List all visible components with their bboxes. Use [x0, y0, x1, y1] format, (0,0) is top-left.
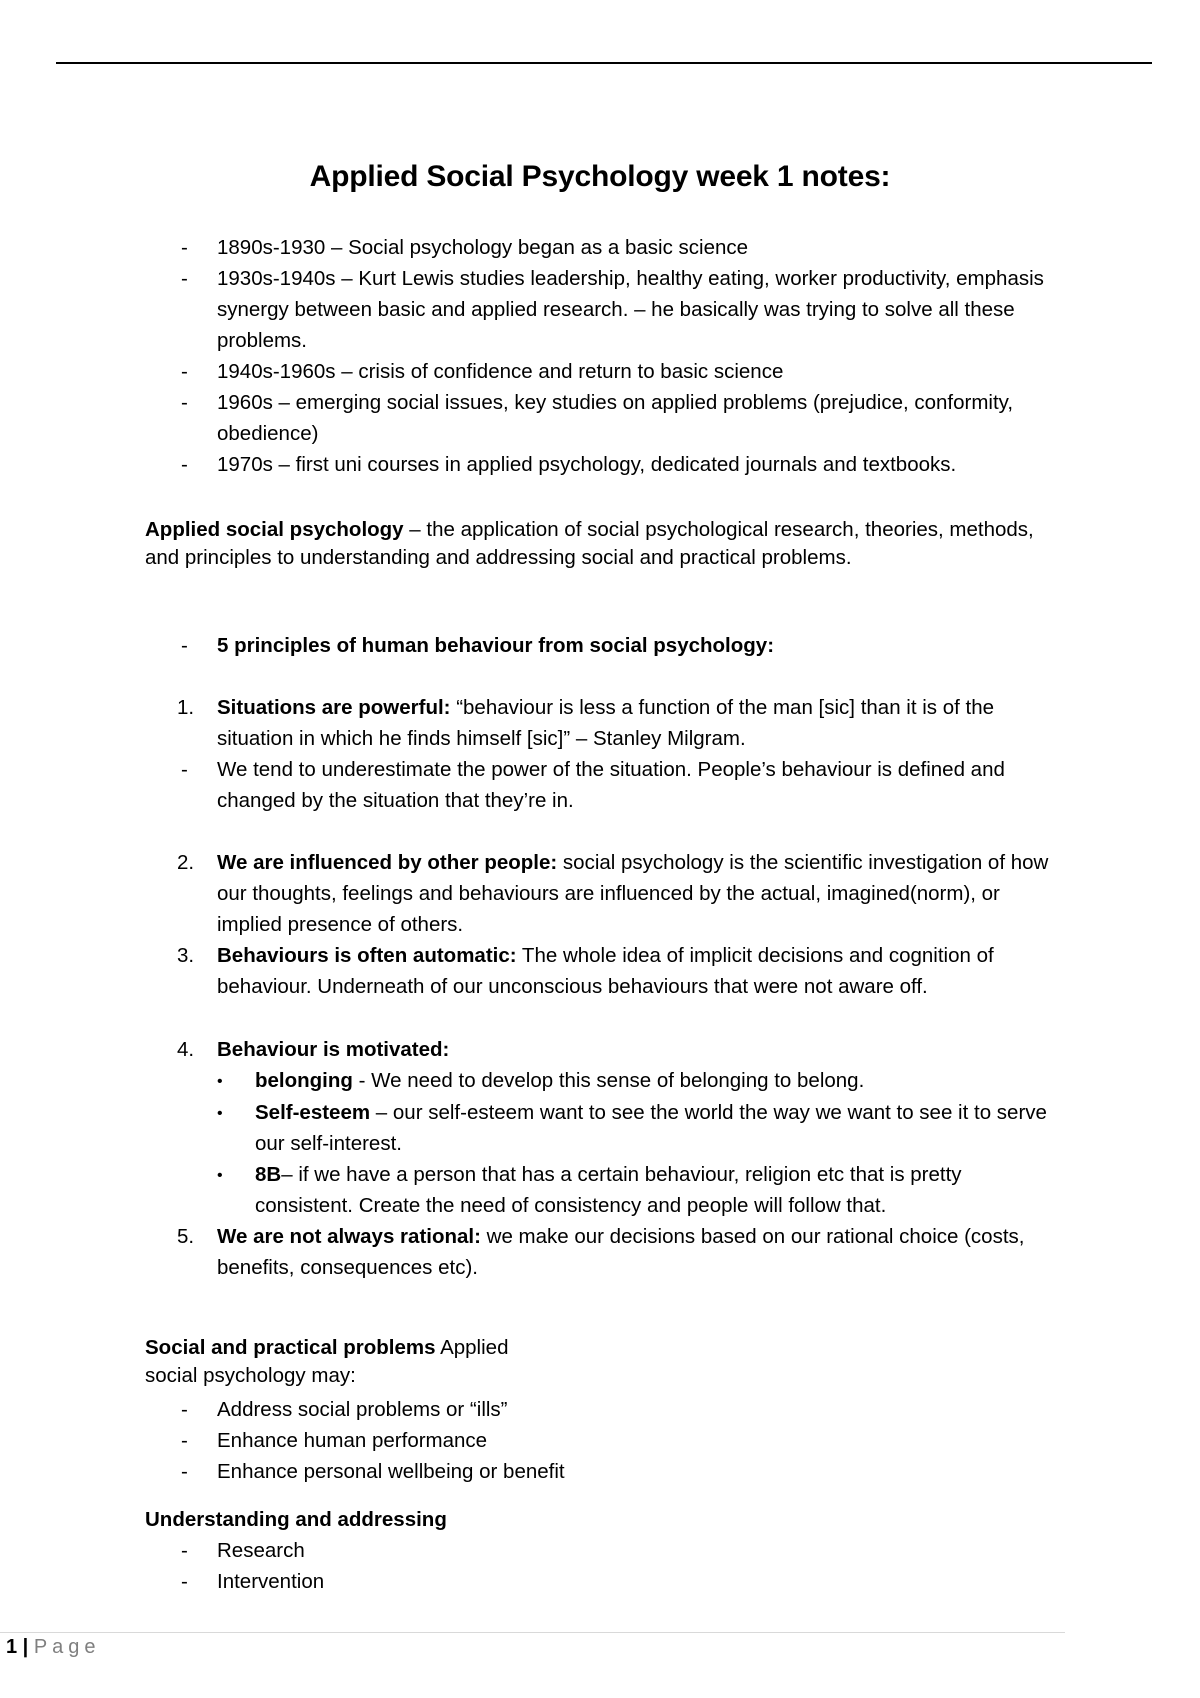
principle-note: We tend to underestimate the power of the situation. People’s behaviour is defined and changed by the situation that they’re in.	[217, 758, 1005, 812]
definition-text: – the application of social psychological research, theories, methods, and principles to understanding and addressing social and practical problems.	[145, 518, 1034, 569]
list-item-text: Address social problems or “ills”	[217, 1398, 508, 1421]
sub-bullet-text: – our self-esteem want to see the world the way we want to see it to serve our self-interest.	[255, 1101, 1047, 1155]
list-item	[145, 356, 1065, 387]
sub-bullet	[217, 1097, 1065, 1159]
bullet-marker: •	[217, 1167, 223, 1184]
social-problems-heading	[145, 1334, 1065, 1362]
timeline-list	[145, 232, 1065, 480]
list-number: 2.	[177, 851, 195, 874]
page-number: 1	[6, 1636, 18, 1658]
list-item-text: Intervention	[217, 1570, 325, 1593]
list-item	[145, 1535, 1065, 1566]
principle-title: Behaviour is motivated:	[217, 1038, 450, 1061]
list-item	[145, 1425, 1065, 1456]
sub-bullet-title: belonging	[255, 1069, 353, 1092]
list-item	[145, 449, 1065, 480]
list-number: 5.	[177, 1225, 195, 1248]
footer-rule	[0, 1632, 1065, 1633]
header-rule	[56, 62, 1152, 64]
list-number: 4.	[177, 1038, 195, 1061]
page-footer	[6, 1636, 101, 1659]
definition-term: Applied social psychology	[145, 518, 404, 541]
dash-marker: -	[181, 1460, 188, 1483]
section-heading: Understanding and addressing	[145, 1508, 447, 1531]
principle-title: We are influenced by other people:	[217, 851, 558, 874]
dash-marker: -	[181, 236, 188, 259]
dash-marker: -	[181, 1539, 188, 1562]
principle-text: “behaviour is less a function of the man [sic] than it is of the situation in which he finds himself [sic]” – Stanley Milgram.	[217, 696, 995, 750]
footer-separator: |	[17, 1636, 34, 1658]
dash-marker: -	[181, 391, 188, 414]
principle-title: Behaviours is often automatic:	[217, 944, 517, 967]
principle-text: The whole idea of implicit decisions and cognition of behaviour. Underneath of our unconscious behaviours that were not aware off.	[217, 944, 994, 998]
list-number: 3.	[177, 944, 195, 967]
understanding-section	[145, 1504, 1065, 1597]
bullet-marker: •	[217, 1105, 223, 1122]
social-problems-list	[145, 1394, 1065, 1487]
definition-paragraph	[145, 516, 1065, 572]
dash-marker: -	[181, 634, 188, 657]
dash-marker: -	[181, 1570, 188, 1593]
bullet-marker: •	[217, 1073, 223, 1090]
list-item	[145, 232, 1065, 263]
section-intro: social psychology may:	[145, 1364, 356, 1387]
principle-title: Situations are powerful:	[217, 696, 451, 719]
list-item-text: 1930s-1940s – Kurt Lewis studies leadership, healthy eating, worker productivity, emphasis synergy between basic and applied research. – he basically was trying to solve all these problems.	[217, 267, 1044, 352]
list-item-text: 1890s-1930 – Social psychology began as a basic science	[217, 236, 749, 259]
sub-bullet-text: - We need to develop this sense of belonging to belong.	[352, 1069, 865, 1092]
dash-marker: -	[181, 267, 188, 290]
list-item	[145, 1566, 1065, 1597]
sub-bullet-text: – if we have a person that has a certain behaviour, religion etc that is pretty consistent. Create the need of consistency and people will follow that.	[255, 1163, 962, 1217]
principle-4-5	[145, 1034, 1065, 1283]
dash-marker: -	[181, 360, 188, 383]
principle-title: We are not always rational:	[217, 1225, 481, 1248]
heading-rest: Applied	[435, 1336, 509, 1359]
sub-bullet	[217, 1065, 1065, 1097]
list-item	[145, 387, 1065, 449]
list-number: 1.	[177, 696, 195, 719]
list-item-text: 1960s – emerging social issues, key studies on applied problems (prejudice, conformity, obedience)	[217, 391, 1014, 445]
list-item-text: Research	[217, 1539, 305, 1562]
page-title: Applied Social Psychology week 1 notes:	[309, 160, 891, 193]
section-heading: Social and practical problems	[145, 1336, 436, 1359]
principle-text: social psychology is the scientific investigation of how our thoughts, feelings and behaviours are influenced by the actual, imagined(norm), or implied presence of others.	[217, 851, 1049, 936]
sub-bullet-title: 8B	[255, 1163, 282, 1186]
sub-bullet	[217, 1159, 1065, 1221]
page-label: Page	[33, 1636, 101, 1658]
list-item-text: 1940s-1960s – crisis of confidence and return to basic science	[217, 360, 784, 383]
list-item	[145, 1394, 1065, 1425]
principle-1	[145, 692, 1065, 816]
principle-3	[145, 940, 1065, 1002]
principle-5	[145, 1221, 1065, 1283]
list-item	[145, 263, 1065, 356]
principle-2-3	[145, 847, 1065, 1002]
dash-marker: -	[181, 1398, 188, 1421]
principle-text: we make our decisions based on our rational choice (costs, benefits, consequences etc).	[217, 1225, 1025, 1279]
list-item-text: 1970s – first uni courses in applied psychology, dedicated journals and textbooks.	[217, 453, 957, 476]
principle-2	[145, 847, 1065, 940]
dash-marker: -	[181, 1429, 188, 1452]
sub-bullet-title: Self-esteem	[255, 1101, 371, 1124]
principle-4	[145, 1034, 1065, 1065]
principles-heading	[145, 630, 1065, 661]
dash-marker: -	[181, 758, 188, 781]
list-item-text: Enhance personal wellbeing or benefit	[217, 1460, 565, 1483]
dash-marker: -	[181, 453, 188, 476]
list-item	[145, 1456, 1065, 1487]
principles-heading-text: 5 principles of human behaviour from social psychology:	[217, 634, 775, 657]
list-item-text: Enhance human performance	[217, 1429, 488, 1452]
social-problems-section	[145, 1334, 1065, 1390]
